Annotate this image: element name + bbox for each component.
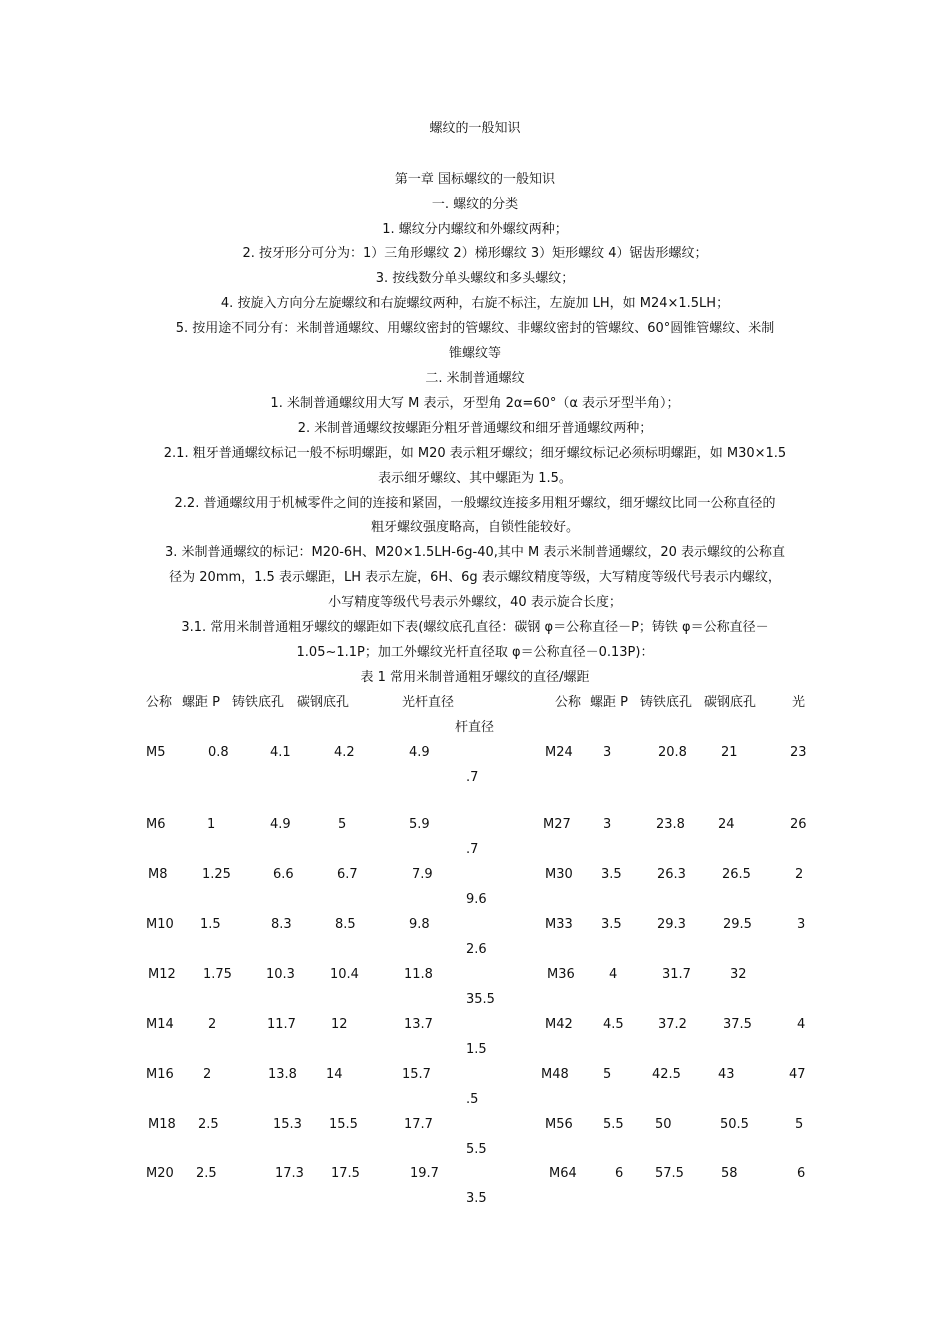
table-cell: M27 (543, 817, 571, 832)
table-cell: 6.6 (273, 867, 294, 882)
table-cell: 6 (797, 1166, 806, 1181)
table-cell: 5 (795, 1117, 804, 1132)
table-cell: 15.5 (329, 1117, 358, 1132)
table-cell: 19.7 (410, 1166, 439, 1181)
table-cell: M14 (146, 1017, 174, 1032)
table-cell: 13.7 (404, 1017, 433, 1032)
table-cell: M20 (146, 1166, 174, 1181)
table-cell: 0.8 (208, 745, 229, 760)
table-header-cell: 碳钢底孔 (297, 695, 350, 710)
table-cell: 47 (789, 1067, 806, 1082)
body-line: 径为 20mm，1.5 表示螺距，LH 表示左旋，6H、6g 表示螺纹精度等级，大写精度等级代号表示内螺纹， (169, 570, 781, 585)
table-cell-wrap: 9.6 (466, 892, 487, 907)
table-cell: 24 (718, 817, 735, 832)
table-cell: 42.5 (652, 1067, 681, 1082)
table-cell: 4.9 (270, 817, 291, 832)
table-header-cell: 铸铁底孔 (232, 695, 285, 710)
table-cell: 3.5 (601, 867, 622, 882)
table-cell: 17.5 (331, 1166, 360, 1181)
table-cell: 1 (207, 817, 216, 832)
body-line: 3. 米制普通螺纹的标记：M20-6H、M20×1.5LH-6g-40,其中 M 表示米制普通螺纹，20 表示螺纹的公称直 (164, 545, 786, 560)
body-line: 2.2. 普通螺纹用于机械零件之间的连接和紧固，一般螺纹连接多用粗牙螺纹，细牙螺纹比同一公称直径的 (174, 496, 776, 511)
body-line: 表 1 常用米制普通粗牙螺纹的直径/螺距 (360, 670, 590, 685)
body-line: 表示细牙螺纹、其中螺距为 1.5。 (378, 471, 572, 486)
table-cell: M30 (545, 867, 573, 882)
body-line: 1. 螺纹分内螺纹和外螺纹两种； (382, 222, 568, 237)
table-header-cell: 铸铁底孔 (640, 695, 693, 710)
table-cell: 20.8 (658, 745, 687, 760)
body-line: 一. 螺纹的分类 (431, 197, 519, 212)
table-header-cell: 碳钢底孔 (704, 695, 757, 710)
table-cell: 7.9 (412, 867, 433, 882)
table-cell: 58 (721, 1166, 738, 1181)
body-line: 3. 按线数分单头螺纹和多头螺纹； (375, 271, 575, 286)
table-cell-wrap: 1.5 (466, 1042, 487, 1057)
table-cell: 11.7 (267, 1017, 296, 1032)
body-line: 2. 按牙形分可分为：1）三角形螺纹 2）梯形螺纹 3）矩形螺纹 4）锯齿形螺纹； (242, 246, 708, 261)
table-cell: 17.7 (404, 1117, 433, 1132)
table-cell: M12 (148, 967, 176, 982)
body-line: 第一章 国标螺纹的一般知识 (394, 172, 556, 187)
table-cell: M24 (545, 745, 573, 760)
table-cell: 2.5 (196, 1166, 217, 1181)
body-line: 2.1. 粗牙普通螺纹标记一般不标明螺距，如 M20 表示粗牙螺纹；细牙螺纹标记必须标明螺距，如 M30×1.5 (163, 446, 787, 461)
table-cell: 29.5 (723, 917, 752, 932)
table-cell: 5 (603, 1067, 612, 1082)
table-cell: 5 (338, 817, 347, 832)
table-header-cell: 公称 (555, 695, 582, 710)
table-cell: 4.9 (409, 745, 430, 760)
table-cell: 10.3 (266, 967, 295, 982)
body-line: 二. 米制普通螺纹 (425, 371, 525, 386)
table-cell: 17.3 (275, 1166, 304, 1181)
table-cell: 23 (790, 745, 807, 760)
table-cell: 32 (730, 967, 747, 982)
table-cell: M5 (146, 745, 166, 760)
table-cell: 14 (326, 1067, 343, 1082)
table-header-cell: 光 (792, 695, 806, 710)
table-cell: 26.5 (722, 867, 751, 882)
table-cell: 3.5 (601, 917, 622, 932)
table-cell: 43 (718, 1067, 735, 1082)
table-cell: 4.5 (603, 1017, 624, 1032)
table-cell: 3 (603, 817, 612, 832)
table-cell: M18 (148, 1117, 176, 1132)
table-cell: 15.3 (273, 1117, 302, 1132)
table-cell: 5.9 (409, 817, 430, 832)
table-cell: 1.25 (202, 867, 231, 882)
table-cell-wrap: 35.5 (466, 992, 495, 1007)
table-cell: 1.75 (203, 967, 232, 982)
table-cell: 3 (797, 917, 806, 932)
table-cell: 12 (331, 1017, 348, 1032)
body-line: 2. 米制普通螺纹按螺距分粗牙普通螺纹和细牙普通螺纹两种； (297, 421, 653, 436)
table-cell-wrap: 5.5 (466, 1142, 487, 1157)
table-cell: M6 (146, 817, 166, 832)
table-cell: 1.5 (200, 917, 221, 932)
table-header-cell: 光杆直径 (402, 695, 455, 710)
table-cell: 23.8 (656, 817, 685, 832)
table-header-wrap: 杆直径 (455, 720, 495, 735)
document-title: 螺纹的一般知识 (429, 121, 521, 136)
table-cell: M8 (148, 867, 168, 882)
table-cell: 11.8 (404, 967, 433, 982)
table-cell: 2 (795, 867, 804, 882)
table-cell: 4.2 (334, 745, 355, 760)
table-cell: M56 (545, 1117, 573, 1132)
table-header-cell: 螺距 P (182, 695, 220, 710)
table-cell: 5.5 (603, 1117, 624, 1132)
table-cell: 29.3 (657, 917, 686, 932)
body-line: 5. 按用途不同分有：米制普通螺纹、用螺纹密封的管螺纹、非螺纹密封的管螺纹、60°圆锥管螺纹、米制 (175, 321, 775, 336)
table-cell: 31.7 (662, 967, 691, 982)
table-cell: 4 (797, 1017, 806, 1032)
table-cell: 6 (615, 1166, 624, 1181)
table-cell: 15.7 (402, 1067, 431, 1082)
table-cell: 6.7 (337, 867, 358, 882)
table-cell: 2 (203, 1067, 212, 1082)
table-cell: 26.3 (657, 867, 686, 882)
table-cell: 26 (790, 817, 807, 832)
table-cell: 21 (721, 745, 738, 760)
body-line: 1. 米制普通螺纹用大写 M 表示，牙型角 2α=60°（α 表示牙型半角）； (270, 396, 680, 411)
table-cell-wrap: 2.6 (466, 942, 487, 957)
table-cell: 37.2 (658, 1017, 687, 1032)
table-cell: 8.5 (335, 917, 356, 932)
table-cell: 13.8 (268, 1067, 297, 1082)
table-cell-wrap: .5 (466, 1092, 479, 1107)
table-cell: 2 (208, 1017, 217, 1032)
body-line: 4. 按旋入方向分左旋螺纹和右旋螺纹两种，右旋不标注，左旋加 LH，如 M24×1.5LH； (220, 296, 730, 311)
table-cell: M64 (549, 1166, 577, 1181)
table-header-cell: 公称 (146, 695, 173, 710)
table-cell: M33 (545, 917, 573, 932)
table-cell: M42 (545, 1017, 573, 1032)
table-cell: 50.5 (720, 1117, 749, 1132)
table-cell: 4.1 (270, 745, 291, 760)
table-cell: 57.5 (655, 1166, 684, 1181)
table-cell: 10.4 (330, 967, 359, 982)
body-line: 粗牙螺纹强度略高，自锁性能较好。 (370, 520, 579, 535)
body-line: 3.1. 常用米制普通粗牙螺纹的螺距如下表(螺纹底孔直径：碳钢 φ＝公称直径－P；铸铁 φ＝公称直径－ (181, 620, 769, 635)
table-header-cell: 螺距 P (590, 695, 628, 710)
table-cell: 2.5 (198, 1117, 219, 1132)
table-cell-wrap: 3.5 (466, 1191, 487, 1206)
table-cell: 4 (609, 967, 618, 982)
table-cell: M16 (146, 1067, 174, 1082)
body-line: 1.05~1.1P；加工外螺纹光杆直径取 φ＝公称直径－0.13P)： (296, 645, 654, 660)
table-cell-wrap: .7 (466, 770, 479, 785)
table-cell: 3 (603, 745, 612, 760)
table-cell: M48 (541, 1067, 569, 1082)
table-cell: M36 (547, 967, 575, 982)
table-cell: M10 (146, 917, 174, 932)
table-cell: 37.5 (723, 1017, 752, 1032)
table-cell: 8.3 (271, 917, 292, 932)
body-line: 小写精度等级代号表示外螺纹，40 表示旋合长度； (328, 595, 622, 610)
table-cell: 9.8 (409, 917, 430, 932)
table-cell-wrap: .7 (466, 842, 479, 857)
body-line: 锥螺纹等 (448, 346, 501, 361)
table-cell: 50 (655, 1117, 672, 1132)
